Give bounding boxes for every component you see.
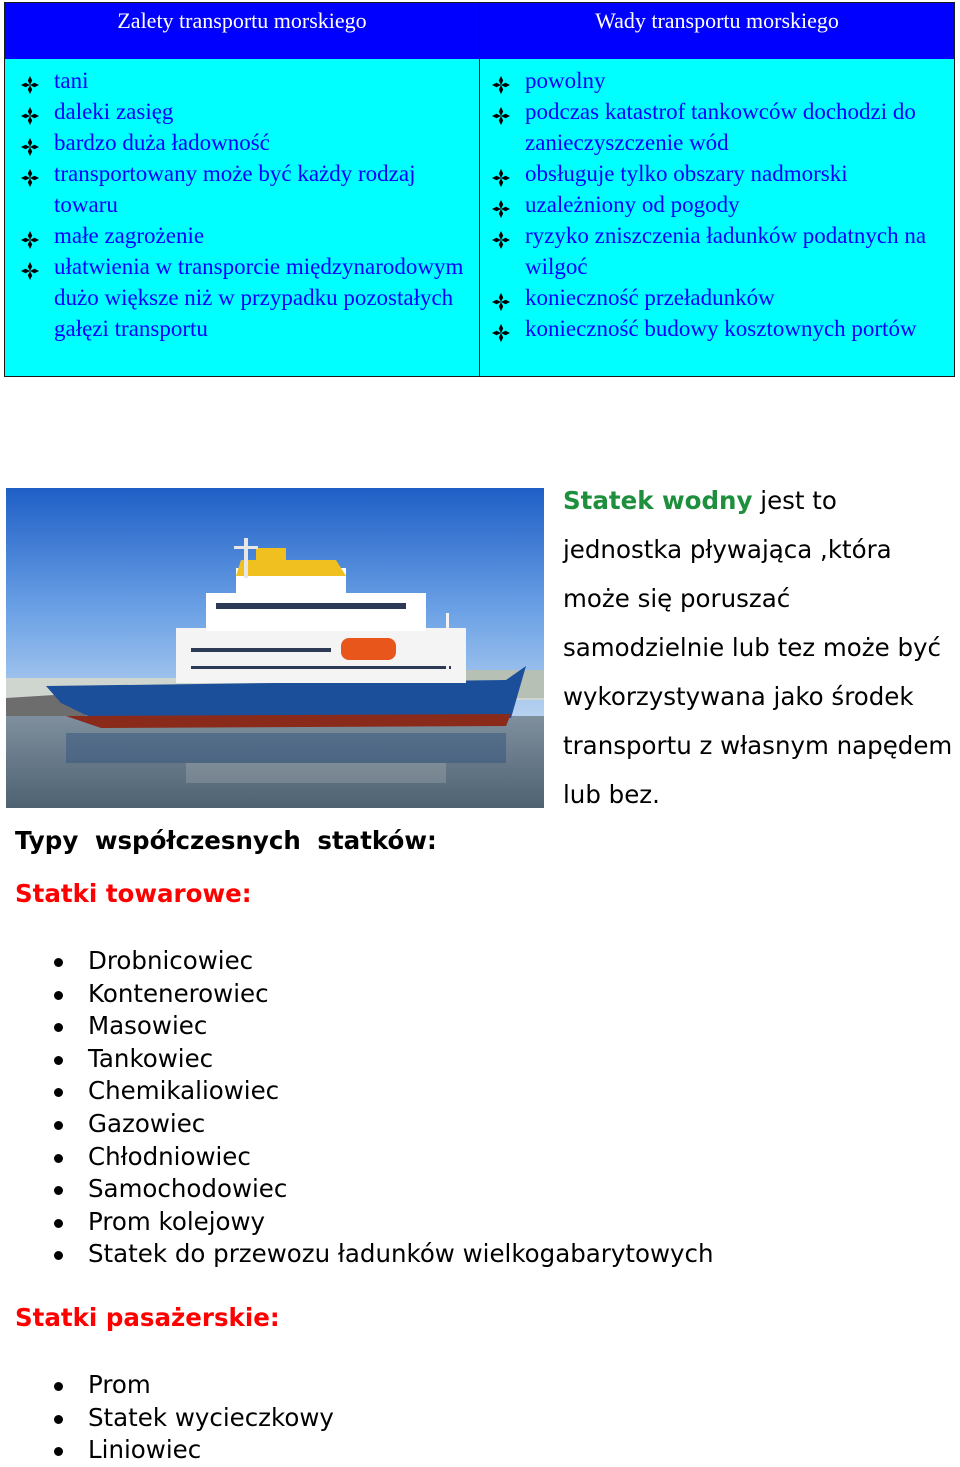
bullet-icon (54, 1415, 63, 1424)
advantages-cell (5, 59, 480, 376)
diamond-bullet-icon (492, 226, 510, 244)
definition-text: jest to jednostka pływająca ,która może się poruszać samodzielnie lub tez może być wykorzystywana jako środek transportu z własnym napędem lub bez. (563, 486, 953, 809)
bullet-icon (54, 1023, 63, 1032)
bullet-icon (54, 1154, 63, 1163)
cargo-ship-item (88, 1141, 714, 1174)
cargo-ship-item-text: Prom kolejowy (88, 1206, 266, 1236)
cargo-ship-item-text: Chemikaliowiec (88, 1076, 280, 1106)
disadvantage-item (492, 220, 954, 282)
cargo-ship-item (88, 978, 714, 1011)
disadvantage-item (492, 65, 954, 96)
cargo-ship-item-text: Chłodniowiec (88, 1141, 251, 1171)
advantage-item (21, 96, 479, 127)
disadvantage-item-text: podczas katastrof tankowców dochodzi do zanieczyszczenie wód (525, 99, 916, 155)
bullet-icon (54, 958, 63, 967)
bullet-icon (54, 1219, 63, 1228)
disadvantage-item-text: konieczność budowy kosztownych portów (525, 316, 917, 341)
advantage-item (21, 158, 479, 220)
passenger-heading: Statki pasażerskie: (15, 1303, 280, 1332)
passenger-ships-list (88, 1369, 334, 1467)
advantage-item-text: małe zagrożenie (54, 223, 205, 248)
disadvantages-header: Wady transportu morskiego (480, 3, 954, 59)
advantage-item-text: ułatwienia w transporcie międzynarodowym dużo większe niż w przypadku pozostałych gałęzi transportu (54, 254, 464, 341)
advantage-item-text: tani (54, 68, 89, 93)
diamond-bullet-icon (492, 319, 510, 337)
disadvantages-list (492, 65, 954, 344)
diamond-bullet-icon (21, 102, 39, 120)
bullet-icon (54, 1088, 63, 1097)
diamond-bullet-icon (21, 257, 39, 275)
bullet-icon (54, 1186, 63, 1195)
bullet-icon (54, 991, 63, 1000)
advantage-item (21, 251, 479, 344)
disadvantage-item (492, 313, 954, 344)
diamond-bullet-icon (492, 102, 510, 120)
diamond-bullet-icon (21, 226, 39, 244)
disadvantage-item-text: ryzyko zniszczenia ładunków podatnych na wilgoć (525, 223, 927, 279)
advantages-header: Zalety transportu morskiego (5, 3, 480, 59)
cargo-ship-item-text: Statek do przewozu ładunków wielkogabarytowych (88, 1239, 714, 1269)
diamond-bullet-icon (21, 133, 39, 151)
diamond-bullet-icon (21, 164, 39, 182)
cargo-ship-item (88, 1075, 714, 1108)
cargo-ship-item (88, 1043, 714, 1076)
definition-term: Statek wodny (563, 486, 753, 515)
cargo-ship-item-text: Kontenerowiec (88, 978, 269, 1008)
disadvantage-item-text: powolny (525, 68, 606, 93)
disadvantage-item-text: obsługuje tylko obszary nadmorski (525, 161, 848, 186)
bullet-icon (54, 1447, 63, 1456)
passenger-ship-item (88, 1369, 334, 1402)
bullet-icon (54, 1121, 63, 1130)
disadvantage-item-text: uzależniony od pogody (525, 192, 740, 217)
disadvantage-item (492, 282, 954, 313)
passenger-ship-item-text: Prom (88, 1370, 151, 1399)
advantage-item (21, 127, 479, 158)
ship-photo (6, 488, 544, 808)
passenger-ship-item-text: Liniowiec (88, 1435, 202, 1465)
cargo-ship-item (88, 945, 714, 978)
comparison-table (4, 2, 955, 377)
advantage-item-text: bardzo duża ładowność (54, 130, 270, 155)
advantage-item-text: transportowany może być każdy rodzaj towaru (54, 161, 416, 217)
diamond-bullet-icon (492, 288, 510, 306)
passenger-ship-item (88, 1402, 334, 1435)
diamond-bullet-icon (492, 164, 510, 182)
types-heading: Typy współczesnych statków: (15, 826, 437, 855)
advantage-item-text: daleki zasięg (54, 99, 174, 124)
cargo-ship-item (88, 1173, 714, 1206)
disadvantage-item (492, 158, 954, 189)
cargo-ship-item-text: Masowiec (88, 1011, 208, 1041)
disadvantage-item-text: konieczność przeładunków (525, 285, 775, 310)
cargo-ships-list (88, 945, 714, 1271)
cargo-heading: Statki towarowe: (15, 879, 252, 908)
bullet-icon (54, 1056, 63, 1065)
bullet-icon (54, 1251, 63, 1260)
advantage-item (21, 220, 479, 251)
diamond-bullet-icon (492, 195, 510, 213)
disadvantage-item (492, 96, 954, 158)
diamond-bullet-icon (21, 71, 39, 89)
advantage-item (21, 65, 479, 96)
cargo-ship-item (88, 1108, 714, 1141)
cargo-ship-item (88, 1010, 714, 1043)
cargo-ship-item (88, 1238, 714, 1271)
disadvantage-item (492, 189, 954, 220)
disadvantages-cell (480, 59, 954, 376)
cargo-ship-item-text: Samochodowiec (88, 1174, 288, 1204)
diamond-bullet-icon (492, 71, 510, 89)
advantages-list (21, 65, 479, 344)
passenger-ship-item-text: Statek wycieczkowy (88, 1402, 334, 1432)
cargo-ship-item-text: Drobnicowiec (88, 946, 254, 975)
bullet-icon (54, 1382, 63, 1391)
cargo-ship-item (88, 1206, 714, 1239)
ship-definition (563, 476, 958, 819)
cargo-ship-item-text: Gazowiec (88, 1108, 206, 1138)
cargo-ship-item-text: Tankowiec (88, 1043, 214, 1073)
